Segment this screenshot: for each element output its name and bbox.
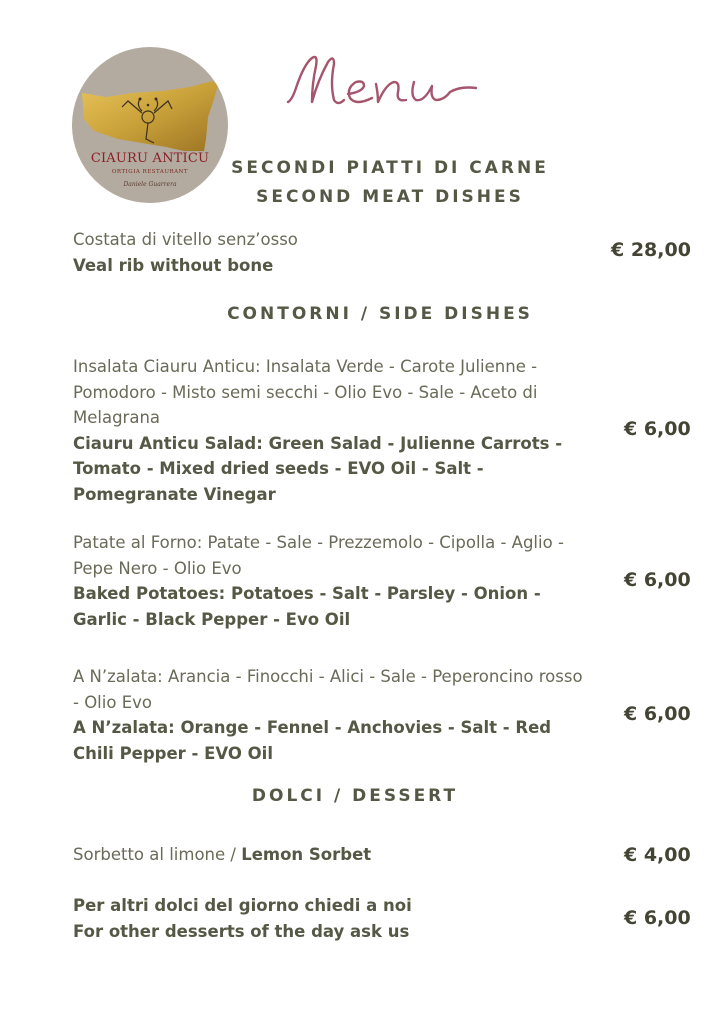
logo-restaurant-name: CIAURU ANTICU bbox=[90, 151, 210, 166]
menu-item bbox=[73, 664, 593, 766]
item-name-en: Ciauru Anticu Salad: Green Salad - Julienne Carrots - Tomato - Mixed dried seeds - EVO Oil - Salt - Pomegranate Vinegar bbox=[73, 433, 563, 504]
section-heading-meat-en: SECOND MEAT DISHES bbox=[256, 187, 524, 207]
menu-script-lettering bbox=[282, 50, 482, 114]
logo-subtitle: ORTIGIA RESTAURANT bbox=[111, 169, 189, 175]
item-name-en: Veal rib without bone bbox=[73, 255, 274, 275]
menu-item bbox=[73, 893, 593, 944]
restaurant-logo bbox=[72, 47, 228, 203]
dessert-note-it: Per altri dolci del giorno chiedi a noi bbox=[73, 896, 412, 915]
item-name-it: Costata di vitello senz’osso bbox=[73, 230, 298, 249]
section-heading-sides: CONTORNI / SIDE DISHES bbox=[227, 304, 533, 324]
item-name-it: Sorbetto al limone / bbox=[73, 845, 242, 864]
item-price: € 4,00 bbox=[624, 844, 691, 866]
menu-item bbox=[73, 530, 593, 632]
menu-title bbox=[282, 50, 482, 118]
menu-item bbox=[73, 227, 593, 278]
sicily-map-icon bbox=[72, 47, 228, 203]
section-heading-meat-it: SECONDI PIATTI DI CARNE bbox=[231, 158, 549, 178]
item-name-it: Patate al Forno: Patate - Sale - Prezzemolo - Cipolla - Aglio - Pepe Nero - Olio Evo bbox=[73, 533, 564, 578]
logo-signature: Daniele Guarrera bbox=[123, 181, 177, 188]
dessert-note-en: For other desserts of the day ask us bbox=[73, 921, 410, 941]
menu-item bbox=[73, 354, 593, 507]
menu-item bbox=[73, 842, 593, 868]
item-price: € 6,00 bbox=[624, 569, 691, 591]
item-price: € 28,00 bbox=[611, 239, 691, 261]
item-name-en: Baked Potatoes: Potatoes - Salt - Parsley - Onion - Garlic - Black Pepper - Evo Oil bbox=[73, 584, 541, 629]
item-name-en: A N’zalata: Orange - Fennel - Anchovies - Salt - Red Chili Pepper - EVO Oil bbox=[73, 718, 552, 763]
item-price: € 6,00 bbox=[624, 703, 691, 725]
section-heading-dessert: DOLCI / DESSERT bbox=[251, 786, 459, 806]
item-price: € 6,00 bbox=[624, 418, 691, 440]
item-name-it: A N’zalata: Arancia - Finocchi - Alici - Sale - Peperoncino rosso - Olio Evo bbox=[73, 667, 583, 712]
item-name-en: Lemon Sorbet bbox=[241, 845, 372, 864]
item-name-it: Insalata Ciauru Anticu: Insalata Verde - Carote Julienne - Pomodoro - Misto semi secchi - Olio Evo - Sale - Aceto di Melagrana bbox=[73, 357, 538, 427]
item-price: € 6,00 bbox=[624, 907, 691, 929]
